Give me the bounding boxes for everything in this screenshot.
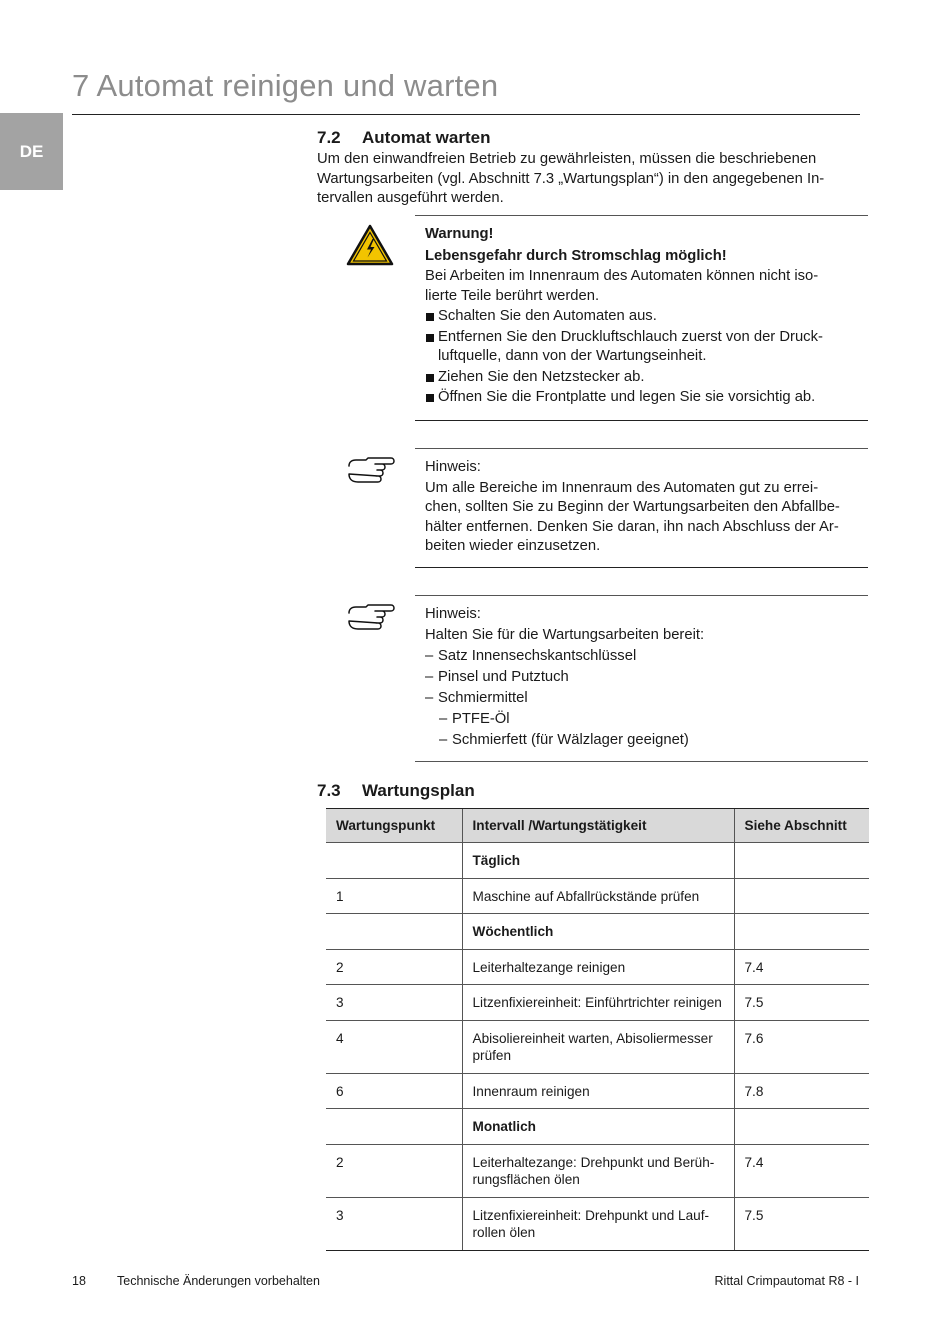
- cell-point: 1: [326, 878, 462, 914]
- warning-content: [425, 225, 865, 408]
- table-body: [326, 843, 869, 1251]
- table-row: [326, 985, 869, 1021]
- cell-line: rungsflächen ölen: [472, 1172, 580, 1187]
- cell-ref: [734, 843, 869, 879]
- electric-hazard-icon: [346, 224, 394, 271]
- text-line: tervallen ausgeführt werden.: [317, 190, 504, 206]
- cell-ref: 7.5: [734, 1197, 869, 1250]
- text-line: chen, sollten Sie zu Beginn der Wartungsarbeiten den Abfallbe-: [425, 499, 840, 515]
- cell-task: [462, 878, 734, 914]
- column-header: Siehe Abschnitt: [734, 809, 869, 843]
- table-row: [326, 878, 869, 914]
- text-line: lierte Teile berührt werden.: [425, 287, 600, 304]
- sub-list-item: – Schmierfett (für Wälzlager geeignet): [425, 731, 865, 751]
- table-row: [326, 949, 869, 985]
- list-item: – Schmiermittel: [425, 689, 865, 709]
- sub-list-item: – PTFE-Öl: [425, 710, 865, 730]
- text-line: Um den einwandfreien Betrieb zu gewährleisten, müssen die beschriebenen: [317, 151, 817, 167]
- cell-ref: 7.8: [734, 1073, 869, 1109]
- warning-bullet: Entfernen Sie den Druckluftschlauch zuerst von der Druck- luftquelle, dann von der Wartungseinheit.: [425, 328, 865, 367]
- cell-ref: [734, 914, 869, 950]
- chapter-title: 7 Automat reinigen und warten: [72, 68, 499, 103]
- cell-task: [462, 1073, 734, 1109]
- cell-task: [462, 1144, 734, 1197]
- warning-bullet: Schalten Sie den Automaten aus.: [425, 307, 865, 327]
- cell-ref: 7.5: [734, 985, 869, 1021]
- cell-ref: [734, 1109, 869, 1145]
- warning-bottom-rule: [415, 420, 868, 421]
- note-label: Hinweis:: [425, 606, 481, 622]
- title-rule: [72, 114, 860, 115]
- cell-line: Litzenfixiereinheit: Einführtrichter reinigen: [472, 995, 722, 1010]
- note-label: Hinweis:: [425, 459, 481, 475]
- text-line: Wartungsarbeiten (vgl. Abschnitt 7.3 „Wartungsplan“) in den angegebenen In-: [317, 170, 825, 187]
- table-group-row: [326, 843, 869, 879]
- cell-ref: [734, 878, 869, 914]
- table-row: [326, 1073, 869, 1109]
- cell-interval: [462, 1109, 734, 1145]
- cell-ref: 7.4: [734, 949, 869, 985]
- cell-interval: [462, 914, 734, 950]
- cell-point: [326, 914, 462, 950]
- cell-line: Täglich: [472, 853, 521, 868]
- cell-point: 6: [326, 1073, 462, 1109]
- text-line: Um alle Bereiche im Innenraum des Automaten gut zu errei-: [425, 479, 819, 496]
- warning-text: [425, 267, 865, 306]
- cell-point: 2: [326, 949, 462, 985]
- cell-line: Maschine auf Abfallrückstände prüfen: [472, 888, 700, 904]
- cell-ref: 7.4: [734, 1144, 869, 1197]
- cell-line: Leiterhaltezange reinigen: [472, 959, 626, 975]
- table-row: [326, 1144, 869, 1197]
- column-header: Wartungspunkt: [326, 809, 462, 843]
- section-title: Wartungsplan: [362, 781, 475, 800]
- cell-line: Monatlich: [472, 1119, 536, 1134]
- section-heading-7-2: [317, 128, 490, 148]
- intro-paragraph: [317, 150, 862, 209]
- cell-line: rollen ölen: [472, 1225, 536, 1240]
- table-row: [326, 1020, 869, 1073]
- pointing-hand-icon: [346, 601, 396, 636]
- cell-point: [326, 1109, 462, 1145]
- footer-product: Rittal Crimpautomat R8 - I: [714, 1274, 859, 1288]
- note-top-rule: [415, 595, 868, 596]
- cell-point: [326, 843, 462, 879]
- column-header: Intervall /Wartungstätigkeit: [462, 809, 734, 843]
- cell-point: 4: [326, 1020, 462, 1073]
- cell-line: Leiterhaltezange: Drehpunkt und Berüh-: [472, 1154, 715, 1170]
- page-number: 18: [72, 1274, 86, 1288]
- table-header-row: [326, 809, 869, 843]
- cell-task: [462, 949, 734, 985]
- maintenance-plan-table: [326, 808, 869, 1251]
- cell-line: Innenraum reinigen: [472, 1083, 590, 1099]
- cell-task: [462, 985, 734, 1021]
- note-bottom-rule: [415, 567, 868, 568]
- cell-point: 2: [326, 1144, 462, 1197]
- note-intro: Halten Sie für die Wartungsarbeiten bereit:: [425, 627, 705, 643]
- note-content: [425, 605, 865, 751]
- cell-point: 3: [326, 985, 462, 1021]
- section-heading-7-3: [317, 781, 475, 801]
- cell-ref: 7.6: [734, 1020, 869, 1073]
- warning-subheading: Lebensgefahr durch Stromschlag möglich!: [425, 247, 727, 264]
- note-bottom-rule: [415, 761, 868, 762]
- list-item: – Pinsel und Putztuch: [425, 668, 865, 688]
- section-title: Automat warten: [362, 128, 491, 147]
- table-group-row: [326, 914, 869, 950]
- list-item: – Satz Innensechskantschlüssel: [425, 647, 865, 667]
- cell-line: Abisoliereinheit warten, Abisoliermesser: [472, 1030, 713, 1046]
- pointing-hand-icon: [346, 454, 396, 489]
- cell-line: prüfen: [472, 1048, 512, 1063]
- cell-interval: [462, 843, 734, 879]
- text-line: beiten wieder einzusetzen.: [425, 538, 601, 554]
- note-top-rule: [415, 448, 868, 449]
- cell-line: Wöchentlich: [472, 924, 554, 939]
- warning-bullet: Ziehen Sie den Netzstecker ab.: [425, 368, 865, 388]
- table-group-row: [326, 1109, 869, 1145]
- section-number: 7.3: [317, 781, 341, 800]
- warning-bullet: Öffnen Sie die Frontplatte und legen Sie sie vorsichtig ab.: [425, 388, 865, 408]
- cell-task: [462, 1020, 734, 1073]
- section-number: 7.2: [317, 128, 341, 147]
- cell-task: [462, 1197, 734, 1250]
- warning-heading: Warnung!: [425, 226, 494, 242]
- footer-notice: Technische Änderungen vorbehalten: [117, 1274, 320, 1288]
- table-row: [326, 1197, 869, 1250]
- note-content: [425, 458, 865, 557]
- text-line: hälter entfernen. Denken Sie daran, ihn nach Abschluss der Ar-: [425, 518, 839, 535]
- cell-point: 3: [326, 1197, 462, 1250]
- cell-line: Litzenfixiereinheit: Drehpunkt und Lauf-: [472, 1207, 710, 1223]
- text-line: Bei Arbeiten im Innenraum des Automaten können nicht iso-: [425, 268, 819, 284]
- warning-top-rule: [415, 215, 868, 216]
- language-tab: DE: [0, 113, 63, 190]
